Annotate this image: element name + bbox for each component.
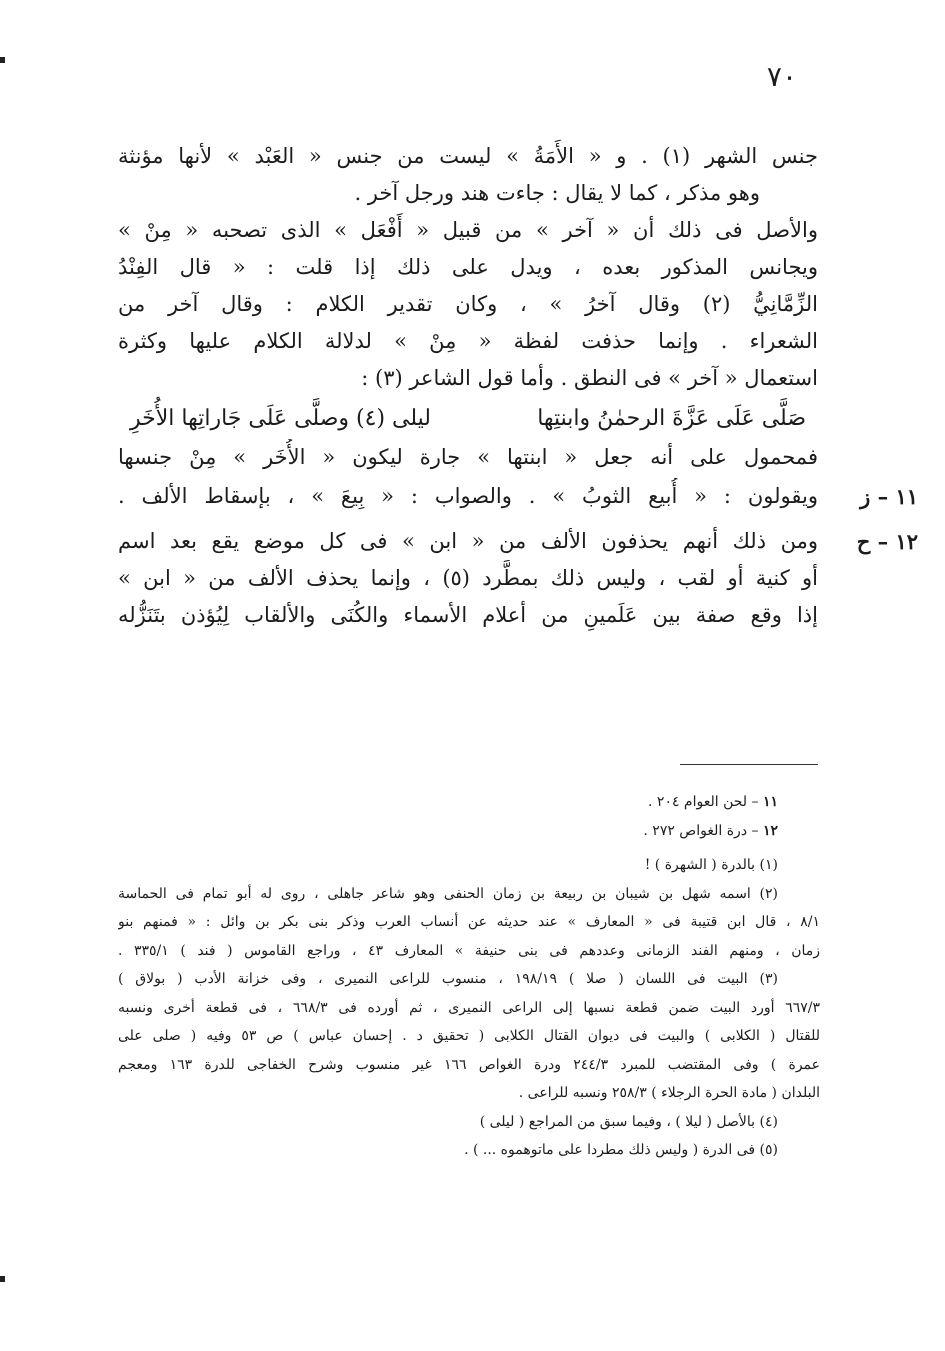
text-line: ويقولون : « أُبيع الثوبُ » . والصواب : « بِيعَ » ، بإسقاط الألف . (118, 484, 818, 508)
footnote-separator (680, 764, 818, 765)
main-text (118, 138, 918, 634)
entry-12 (118, 523, 918, 634)
footnote-3-line: للقتال ( الكلابى ) والبيت فى ديوان القتال الكلابى ( تحقيق د . إحسان عباس ) ص ٥٣ وفيه ( صلى على (118, 1028, 820, 1044)
text-line: إذا وقع صفة بين عَلَمينِ من أعلام الأسماء والكُنَى والألقاب لِيُؤذن بتَنَزُّله (118, 603, 818, 627)
entry-number: ١١ – ز (860, 484, 918, 509)
text-line: فمحمول على أنه جعل « ابنتها » جارة ليكون « الأُخَر » مِنْ جنسها (118, 445, 818, 469)
footnote-3-line: ٦٦٧/٣ أورد البيت ضمن قطعة نسبها إلى الراعى النميرى ، ثم أورده فى ٦٦٨/٣ ، فى قطعة أخرى ونسبه (118, 999, 820, 1016)
verse-hemistich-second: ليلى (٤) وصلَّى عَلَى جَاراتِها الأُخَرِ (130, 406, 432, 431)
text-line: أو كنية أو لقب ، وليس ذلك بمطَّرد (٥) ، وإنما يحذف الألف من « ابن » (118, 566, 818, 590)
text-line: ومن ذلك أنهم يحذفون الألف من « ابن » فى كل موضع يقع بعد اسم (118, 529, 818, 553)
footnote-3-line: عمرة ) وفى المقتضب للمبرد ٢٤٤/٣ ودرة الغواص ١٦٦ غير منسوب وشرح الخفاجى للدرة ١٦٣ ومعجم (118, 1056, 820, 1073)
entry-number: ١٢ – ح (856, 529, 918, 554)
scan-mark (0, 57, 5, 63)
verse-hemistich-first: صَلَّى عَلَى عَزَّةَ الرحمٰنُ وابنتِها (537, 406, 806, 431)
text-line: وهو مذكر ، كما لا يقال : جاءت هند ورجل آخر . (354, 181, 760, 205)
text-line: استعمال « آخر » فى النطق . وأما قول الشاعر (٣) : (361, 366, 818, 390)
text-line: جنس الشهر (١) . و « الأَمَةُ » ليست من جنس « العَبْد » لأنها مؤنثة (118, 144, 818, 168)
reference-text: – درة الغواص ٢٧٢ . (643, 822, 759, 839)
footnote-2-line: ٨/١ ، قال ابن قتيبة فى « المعارف » عند حديثه عن أنساب العرب وذكر بنى بكر بن وائل : « فمنهم بنو (118, 914, 820, 930)
reference-line (118, 817, 820, 846)
reference-number: ١٢ (762, 822, 778, 839)
reference-text: – لحن العوام ٢٠٤ . (648, 794, 759, 810)
reference-number: ١١ (762, 794, 778, 810)
poetry-verse (118, 397, 818, 439)
footnote-4: (٤) بالأصل ( ليلا ) ، وفيما سبق من المراجع ( ليلى ) (479, 1113, 778, 1130)
footnote-2-line: (٢) اسمه شهل بن شيبان بن ربيعة بن زمان الحنفى وهو شاعر جاهلى ، روى له أبو تمام فى الحماسة (118, 885, 778, 902)
page-number: ٧٠ (766, 60, 797, 93)
scan-mark (0, 1276, 5, 1282)
text-line: الشعراء . وإنما حذفت لفظة « مِنْ » لدلالة الكلام عليها وكثرة (118, 329, 818, 353)
text-line: ويجانس المذكور بعده ، ويدل على ذلك إذا قلت : « قال الفِنْدُ (118, 255, 818, 279)
footnote-1: (١) بالدرة ( الشهرة ) ! (644, 857, 778, 873)
entry-11 (118, 478, 918, 515)
footnotes (118, 788, 820, 1165)
footnote-3-line: البلدان ( مادة الحرة الرجلاء ) ٢٥٨/٣ ونسبه للراعى . (518, 1085, 820, 1101)
text-line: والأصل فى ذلك أن « آخر » من قبيل « أَفْعَل » الذى تصحبه « مِنْ » (118, 218, 818, 242)
footnote-5: (٥) فى الدرة ( وليس ذلك مطردا على ماتوهموه ... ) . (464, 1142, 778, 1158)
reference-line (118, 788, 820, 817)
text-line: الزِّمَّانِيُّ (٢) وقال آخرُ » ، وكان تقدير الكلام : وقال آخر من (118, 292, 818, 316)
footnote-2-line: زمان ، ومنهم الفند الزمانى وعددهم فى بنى حنيفة » المعارف ٤٣ ، وراجع القاموس ( فند ) ٣٣٥/١ . (118, 942, 820, 959)
footnote-3-line: (٣) البيت فى اللسان ( صلا ) ١٩٨/١٩ ، منسوب للراعى النميرى ، وفى خزانة الأدب ( بولاق ) (118, 971, 778, 987)
